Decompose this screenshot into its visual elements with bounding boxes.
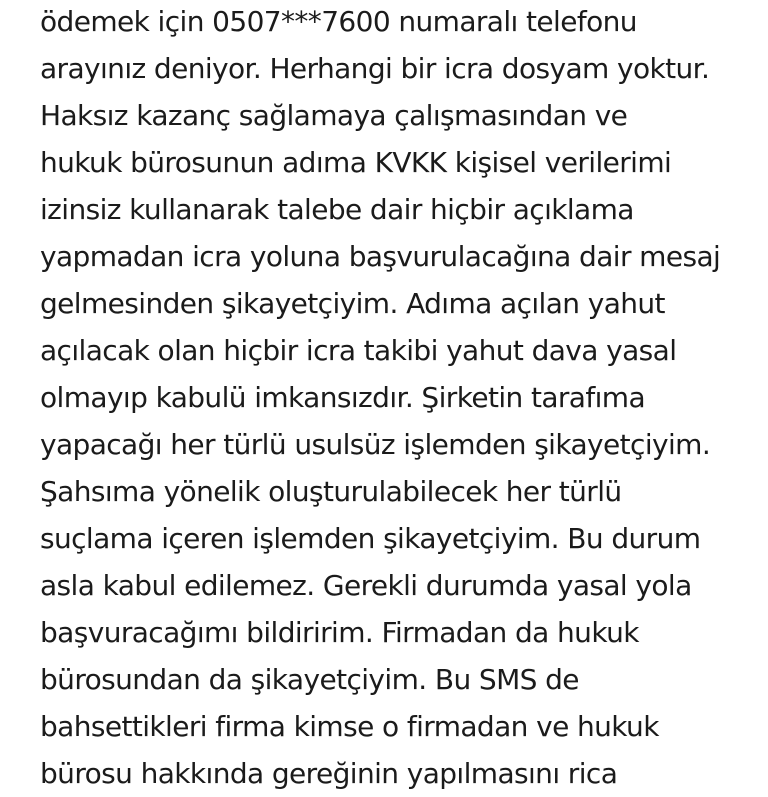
text-line: asla kabul edilemez. Gerekli durumda yasal yola bbox=[40, 569, 692, 602]
text-line: yapacağı her türlü usulsüz işlemden şikayetçiyim. bbox=[40, 428, 711, 461]
text-line: yapmadan icra yoluna başvurulacağına dair mesaj bbox=[40, 240, 721, 273]
text-line: bahsettikleri firma kimse o firmadan ve hukuk bbox=[40, 710, 659, 743]
complaint-text-body bbox=[40, 0, 760, 797]
text-line: arayınız deniyor. Herhangi bir icra dosyam yoktur. bbox=[40, 52, 710, 85]
text-line: olmayıp kabulü imkansızdır. Şirketin tarafıma bbox=[40, 381, 646, 414]
text-line: suçlama içeren işlemden şikayetçiyim. Bu durum bbox=[40, 522, 701, 555]
text-line: izinsiz kullanarak talebe dair hiçbir açıklama bbox=[40, 193, 634, 226]
text-line: hukuk bürosunun adıma KVKK kişisel verilerimi bbox=[40, 146, 672, 179]
text-line: ödemek için 0507***7600 numaralı telefonu bbox=[40, 5, 637, 38]
text-line: başvuracağımı bildiririm. Firmadan da hukuk bbox=[40, 616, 639, 649]
text-line: Şahsıma yönelik oluşturulabilecek her türlü bbox=[40, 475, 622, 508]
text-line: açılacak olan hiçbir icra takibi yahut dava yasal bbox=[40, 334, 677, 367]
text-line: Haksız kazanç sağlamaya çalışmasından ve bbox=[40, 99, 628, 132]
text-line: bürosu hakkında gereğinin yapılmasını rica bbox=[40, 757, 618, 790]
text-line: bürosundan da şikayetçiyim. Bu SMS de bbox=[40, 663, 579, 696]
text-line: gelmesinden şikayetçiyim. Adıma açılan yahut bbox=[40, 287, 665, 320]
